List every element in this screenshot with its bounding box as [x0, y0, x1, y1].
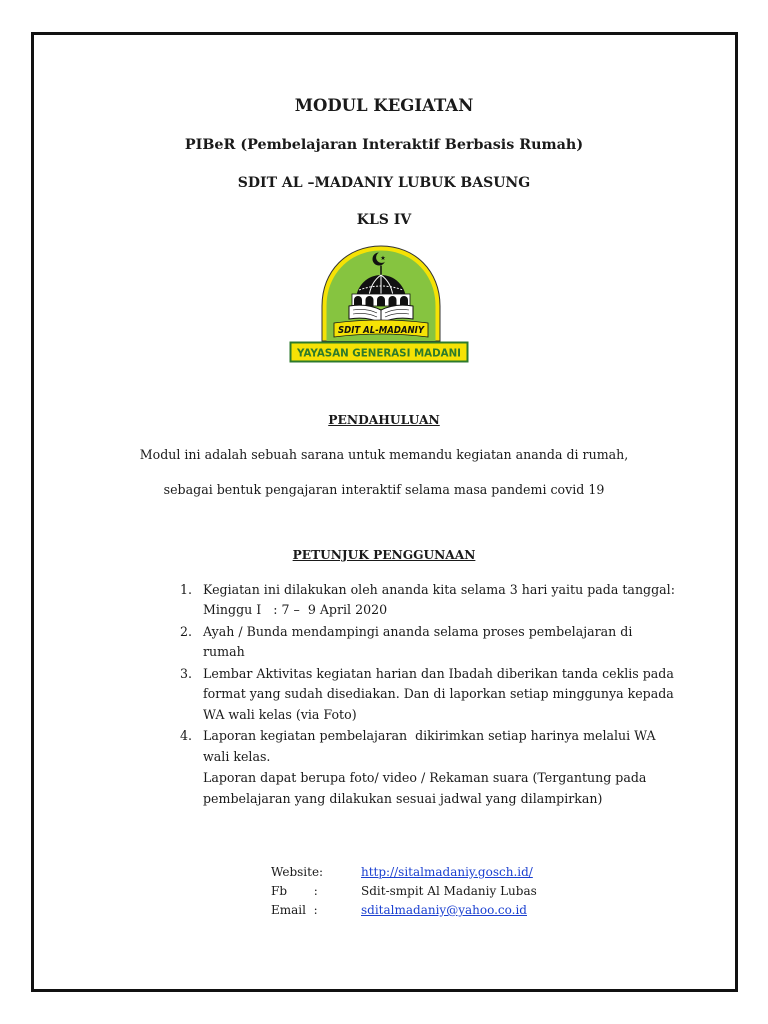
- instructions-heading: PETUNJUK PENGGUNAAN: [292, 548, 476, 562]
- logo-name-banner: [334, 320, 428, 337]
- list-item-line: rumah: [203, 644, 245, 659]
- website-label: Website:: [271, 865, 324, 879]
- intro-line: sebagai bentuk pengajaran interaktif selama masa pandemi covid 19: [163, 482, 605, 497]
- facebook-value: Sdit-smpit Al Madaniy Lubas: [361, 884, 537, 898]
- list-item-number: 3.: [180, 666, 193, 681]
- list-item-line: Kegiatan ini dilakukan oleh ananda kita selama 3 hari yaitu pada tanggal:: [203, 582, 675, 597]
- facebook-label: Fb :: [271, 884, 318, 898]
- list-item-line: Laporan dapat berupa foto/ video / Rekaman suara (Tergantung pada: [203, 770, 647, 785]
- website-link[interactable]: http://sitalmadaniy.gosch.id/: [361, 865, 533, 879]
- list-item-line: pembelajaran yang dilakukan sesuai jadwal yang dilampirkan): [203, 791, 603, 806]
- school-name: SDIT AL –MADANIY LUBUK BASUNG: [237, 175, 531, 191]
- list-item-number: 2.: [180, 624, 193, 639]
- list-item-line: WA wali kelas (via Foto): [203, 707, 357, 722]
- list-item-line: format yang sudah disediakan. Dan di laporkan setiap minggunya kepada: [203, 686, 674, 701]
- intro-line: Modul ini adalah sebuah sarana untuk memandu kegiatan ananda di rumah,: [139, 447, 629, 462]
- list-item-number: 1.: [180, 582, 193, 597]
- class-level: KLS IV: [356, 212, 412, 228]
- intro-heading: PENDAHULUAN: [328, 412, 440, 427]
- list-item-line: Laporan kegiatan pembelajaran dikirimkan setiap harinya melalui WA: [203, 728, 656, 743]
- logo-foundation-text: YAYASAN GENERASI MADANI: [296, 347, 461, 360]
- list-item-line: Minggu I : 7 – 9 April 2020: [203, 602, 388, 617]
- list-item-line: Ayah / Bunda mendampingi ananda selama proses pembelajaran di: [203, 624, 633, 639]
- list-item-number: 4.: [180, 728, 193, 743]
- logo-banner-text: SDIT AL-MADANIY: [338, 325, 426, 336]
- list-item-line: wali kelas.: [203, 749, 271, 764]
- list-item-line: Lembar Aktivitas kegiatan harian dan Ibadah diberikan tanda ceklis pada: [203, 666, 674, 681]
- email-link[interactable]: sditalmadaniy@yahoo.co.id: [361, 903, 527, 917]
- email-label: Email :: [271, 903, 318, 917]
- document-subtitle: PIBeR (Pembelajaran Interaktif Berbasis Rumah): [184, 137, 584, 153]
- document-title: MODUL KEGIATAN: [294, 96, 474, 115]
- logo-foundation-banner: [291, 343, 468, 362]
- school-logo: [289, 244, 469, 364]
